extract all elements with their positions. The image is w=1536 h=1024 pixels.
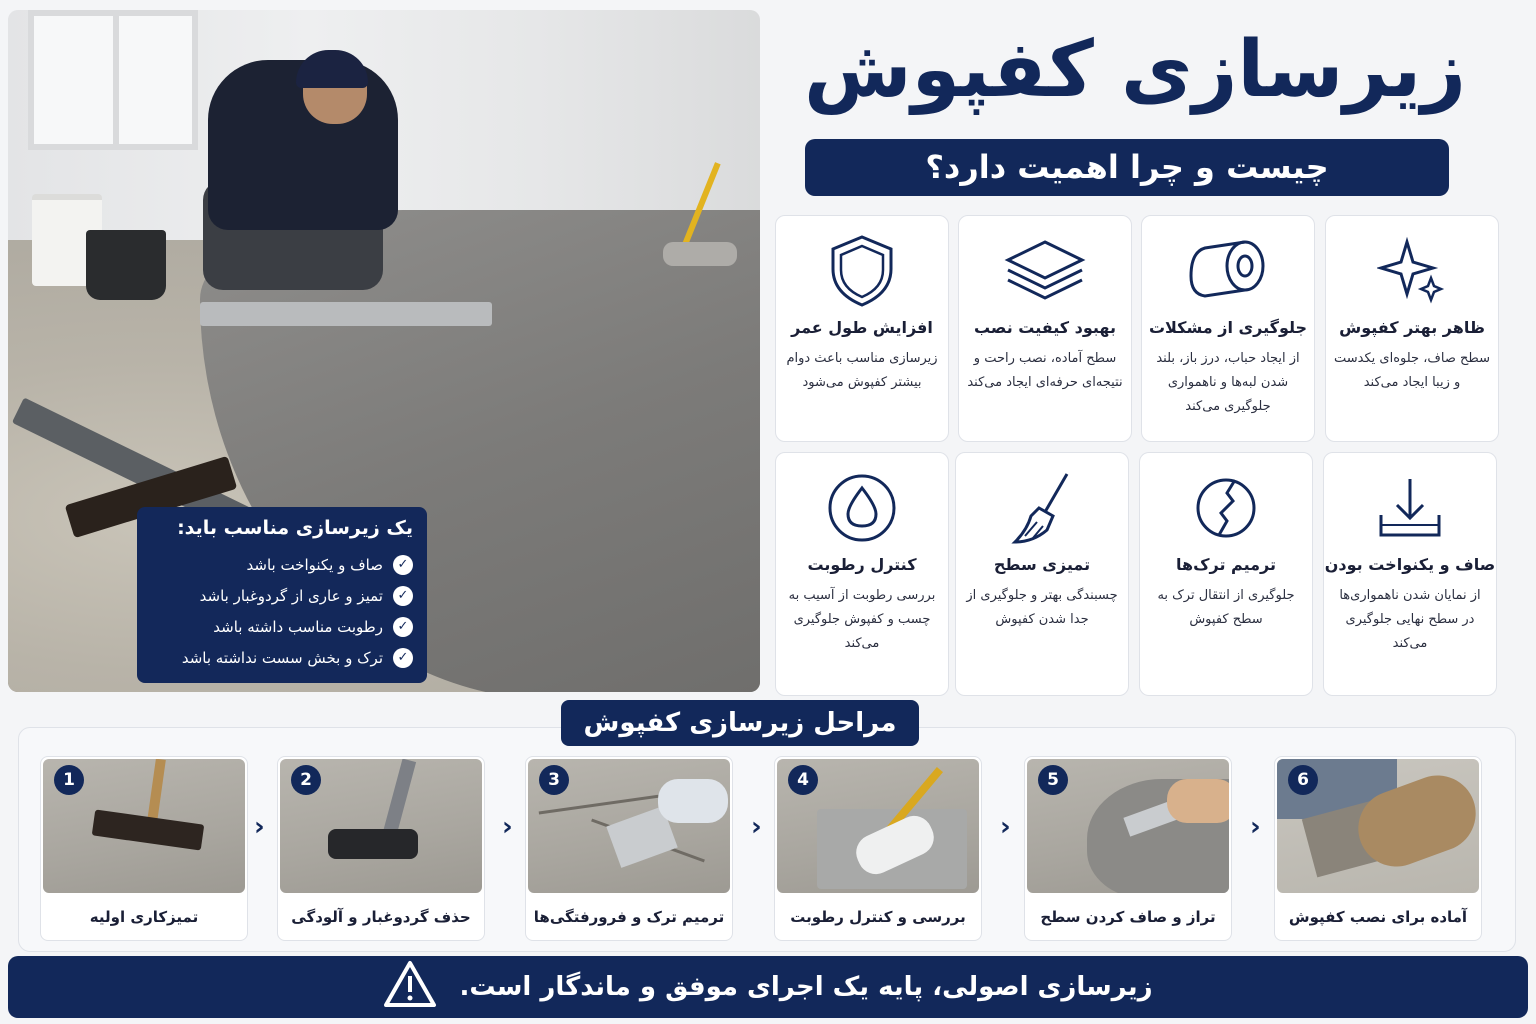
- feature-desc: سطح آماده، نصب راحت و نتیجه‌ای حرفه‌ای ایجاد می‌کند: [967, 351, 1123, 390]
- requirement-text: ترک و بخش سست نداشته باشد: [181, 648, 383, 667]
- feature-desc: زیرسازی مناسب باعث دوام بیشتر کفپوش می‌شود: [786, 351, 938, 390]
- requirements-box: [137, 507, 427, 683]
- feature-card-crack-repair: [1139, 452, 1313, 696]
- page-title: زیرسازی کفپوش: [803, 25, 1467, 115]
- hero-photo: [8, 10, 760, 692]
- step-label: تمیزکاری اولیه: [89, 908, 199, 926]
- requirement-item: [151, 642, 413, 673]
- feature-card-longevity: [775, 215, 949, 442]
- chevron-right-icon: ›: [751, 812, 762, 842]
- step-card-4: [774, 756, 982, 941]
- feature-desc: سطح صاف، جلوه‌ای یکدست و زیبا ایجاد می‌کند: [1334, 351, 1490, 390]
- feature-desc: از نمایان شدن ناهمواری‌ها در سطح نهایی جلوگیری می‌کند: [1339, 588, 1481, 651]
- step-label: ترمیم ترک و فرورفتگی‌ها: [533, 908, 725, 926]
- feature-title: افزایش طول عمر: [791, 318, 933, 337]
- feature-card-appearance: [1325, 215, 1499, 442]
- step-number: 1: [54, 765, 84, 795]
- step-card-6: [1274, 756, 1482, 941]
- steps-title: مراحل زیرسازی کفپوش: [561, 700, 919, 746]
- requirement-text: تمیز و عاری از گردوغبار باشد: [199, 586, 383, 605]
- warning-icon: [383, 959, 437, 1016]
- chevron-right-icon: ›: [1250, 812, 1261, 842]
- requirement-item: [151, 549, 413, 580]
- page-subtitle: چیست و چرا اهمیت دارد؟: [805, 139, 1449, 196]
- feature-card-leveling: [1323, 452, 1497, 696]
- paint-roller: [663, 242, 737, 266]
- step-card-2: [277, 756, 485, 941]
- feature-title: کنترل رطوبت: [807, 555, 917, 574]
- feature-desc: از ایجاد حباب، درز باز، بلند شدن لبه‌ها و ناهمواری جلوگیری می‌کند: [1156, 351, 1300, 414]
- black-bucket: [86, 230, 166, 300]
- check-icon: ✓: [393, 648, 413, 668]
- step-number: 5: [1038, 765, 1068, 795]
- step-number: 4: [788, 765, 818, 795]
- chevron-right-icon: ›: [502, 812, 513, 842]
- step-card-3: [525, 756, 733, 941]
- feature-desc: جلوگیری از انتقال ترک به سطح کفپوش: [1157, 588, 1295, 627]
- step-card-1: [40, 756, 248, 941]
- window: [28, 10, 198, 150]
- feature-title: جلوگیری از مشکلات: [1148, 318, 1308, 337]
- feature-title: ظاهر بهتر کفپوش: [1339, 318, 1485, 337]
- crack-icon: [1140, 463, 1312, 553]
- step-number: 2: [291, 765, 321, 795]
- feature-card-moisture-control: [775, 452, 949, 696]
- check-icon: ✓: [393, 617, 413, 637]
- tape-roll-icon: [1142, 226, 1314, 316]
- step-number: 3: [539, 765, 569, 795]
- level-down-icon: [1324, 463, 1496, 553]
- feature-desc: چسبندگی بهتر و جلوگیری از جدا شدن کفپوش: [966, 588, 1118, 627]
- check-icon: ✓: [393, 555, 413, 575]
- feature-card-install-quality: [958, 215, 1132, 442]
- feature-card-prevent-problems: [1141, 215, 1315, 442]
- requirements-title: یک زیرسازی مناسب باید:: [177, 517, 413, 539]
- layers-icon: [959, 226, 1131, 316]
- footer-banner: [8, 956, 1528, 1018]
- screed-bar: [200, 302, 492, 326]
- step-label: بررسی و کنترل رطوبت: [790, 908, 966, 926]
- feature-desc: بررسی رطوبت از آسیب به چسب و کفپوش جلوگیری می‌کند: [788, 588, 936, 651]
- feature-title: تمیزی سطح: [993, 555, 1091, 574]
- requirement-text: صاف و یکنواخت باشد: [246, 555, 383, 574]
- broom-icon: [956, 463, 1128, 553]
- step-label: حذف گردوغبار و آلودگی: [291, 908, 471, 926]
- step-card-5: [1024, 756, 1232, 941]
- requirement-item: [151, 580, 413, 611]
- requirement-item: [151, 611, 413, 642]
- step-label: آماده برای نصب کفپوش: [1288, 908, 1468, 926]
- feature-card-clean-surface: [955, 452, 1129, 696]
- step-label: تراز و صاف کردن سطح: [1040, 908, 1216, 926]
- check-icon: ✓: [393, 586, 413, 606]
- footer-message: زیرسازی اصولی، پایه یک اجرای موفق و ماندگار است.: [459, 972, 1153, 1002]
- water-drop-icon: [776, 463, 948, 553]
- feature-title: ترمیم ترک‌ها: [1176, 555, 1276, 574]
- chevron-right-icon: ›: [1000, 812, 1011, 842]
- requirement-text: رطوبت مناسب داشته باشد: [213, 617, 383, 636]
- sparkle-icon: [1326, 226, 1498, 316]
- chevron-right-icon: ›: [254, 812, 265, 842]
- feature-title: بهبود کیفیت نصب: [973, 318, 1116, 337]
- step-number: 6: [1288, 765, 1318, 795]
- feature-title: صاف و یکنواخت بودن: [1324, 555, 1496, 574]
- shield-icon: [776, 226, 948, 316]
